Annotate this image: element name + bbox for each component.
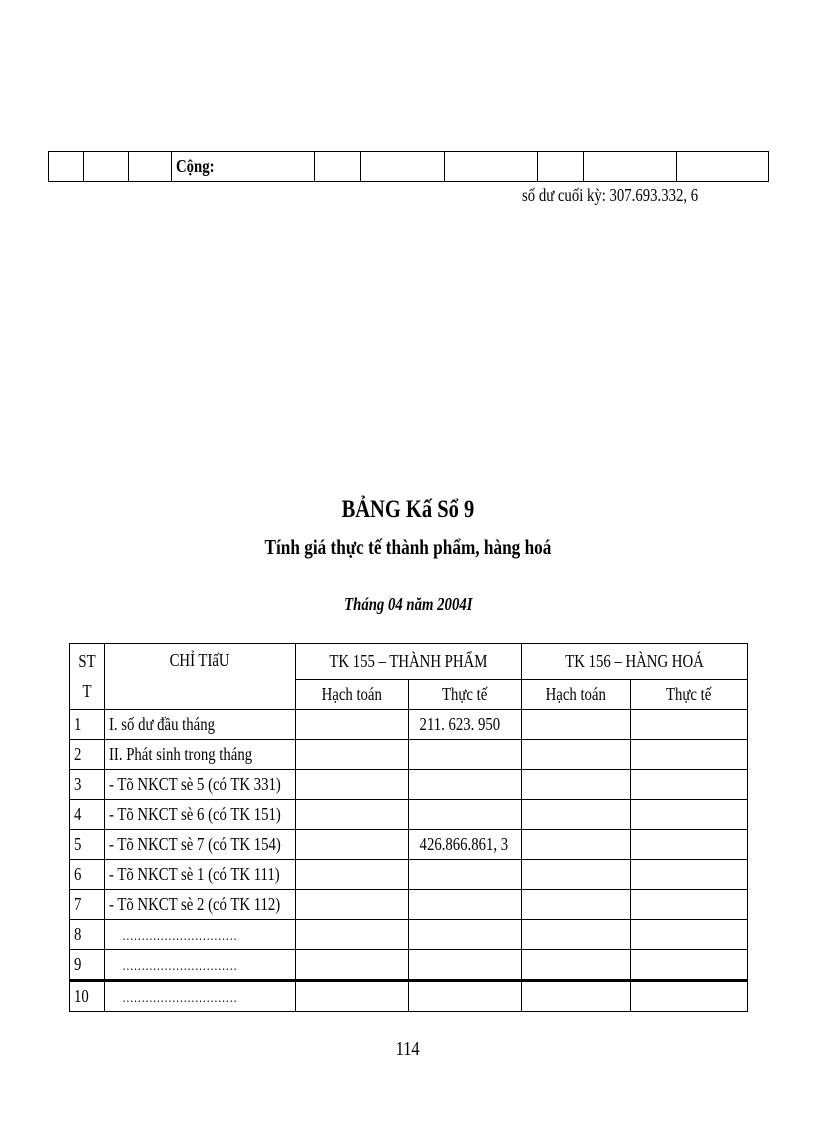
report-subtitle: [0, 535, 816, 560]
row-label: [105, 890, 296, 920]
subheader-tk155-actual: [409, 680, 522, 710]
value-cell-tk155-accounting: [296, 830, 409, 860]
row-label-text: - Tõ NKCT sè 6 (có TK 151): [109, 804, 281, 824]
row-stt: [70, 770, 105, 800]
table-cell: [361, 152, 445, 182]
subheader-text: Thực tế: [666, 684, 712, 704]
table-row: [70, 981, 748, 1012]
row-label-text: …………………………: [122, 929, 237, 944]
value-cell-tk156-accounting: [522, 740, 631, 770]
row-stt: [70, 860, 105, 890]
table-cell: [677, 152, 769, 182]
value-cell-tk155-actual: [409, 800, 522, 830]
total-label: Cộng:: [176, 156, 215, 176]
page-number: [0, 1038, 816, 1061]
row-stt: [70, 950, 105, 981]
row-label: [105, 981, 296, 1012]
table-cell: [84, 152, 129, 182]
row-stt-text: 4: [74, 804, 82, 824]
value-cell-tk155-accounting: [296, 890, 409, 920]
value-cell-tk155-accounting: [296, 860, 409, 890]
row-label: [105, 950, 296, 981]
table-row: [70, 710, 748, 740]
value-cell-tk155-accounting: [296, 981, 409, 1012]
ending-balance-text: số dư cuối kỳ: 307.693.332, 6: [522, 185, 699, 205]
row-label-text: - Tõ NKCT sè 1 (có TK 111): [109, 864, 280, 884]
report-period-text: Tháng 04 năm 2004I: [343, 594, 473, 614]
header-tk156: [522, 644, 748, 680]
subheader-text: Hạch toán: [545, 684, 607, 704]
value-cell-tk156-actual: [631, 890, 748, 920]
page-number-text: 114: [395, 1038, 420, 1060]
row-stt-text: 2: [74, 744, 82, 764]
value-cell-tk155-accounting: [296, 710, 409, 740]
subheader-tk155-accounting: [296, 680, 409, 710]
value-cell-tk155-actual: [409, 920, 522, 950]
table-row: [70, 830, 748, 860]
value-cell-tk156-actual: [631, 740, 748, 770]
value-cell-tk156-actual: [631, 830, 748, 860]
value-cell-tk156-accounting: [522, 981, 631, 1012]
row-label: [105, 800, 296, 830]
row-stt: [70, 710, 105, 740]
row-stt: [70, 890, 105, 920]
row-stt-text: 1: [74, 714, 82, 734]
value-cell-tk156-actual: [631, 920, 748, 950]
row-label-text: I. số dư đầu tháng: [109, 714, 215, 734]
table-row: [70, 770, 748, 800]
row-label-text: - Tõ NKCT sè 7 (có TK 154): [109, 834, 281, 854]
row-stt-text: 5: [74, 834, 82, 854]
row-label-text: - Tõ NKCT sè 2 (có TK 112): [109, 894, 281, 914]
row-stt-text: 8: [74, 924, 82, 944]
row-stt: [70, 830, 105, 860]
row-label: [105, 740, 296, 770]
value-cell-tk156-accounting: [522, 800, 631, 830]
header-indicator-text: CHỈ TIấU: [170, 650, 230, 670]
row-label: [105, 830, 296, 860]
value-cell-tk156-accounting: [522, 830, 631, 860]
value-cell-tk155-accounting: [296, 920, 409, 950]
value-cell-tk156-actual: [631, 950, 748, 981]
value-cell-tk156-actual: [631, 981, 748, 1012]
value-cell-tk155-actual: [409, 860, 522, 890]
header-tk155: [296, 644, 522, 680]
table-cell: [315, 152, 361, 182]
header-indicator: [105, 644, 296, 710]
row-stt: [70, 981, 105, 1012]
table-cell: [584, 152, 677, 182]
value-cell-tk156-accounting: [522, 710, 631, 740]
row-stt-text: 9: [74, 954, 82, 974]
total-row: [49, 152, 769, 182]
header-tk156-text: TK 156 – HÀNG HOÁ: [565, 651, 704, 671]
value-cell-tk156-accounting: [522, 950, 631, 981]
row-stt: [70, 920, 105, 950]
ending-balance: [522, 185, 737, 206]
value-cell-tk156-accounting: [522, 860, 631, 890]
table-cell: [445, 152, 538, 182]
value-cell-tk155-actual: [409, 830, 522, 860]
row-stt-text: 7: [74, 894, 82, 914]
table-row: [70, 890, 748, 920]
row-stt-text: 3: [74, 774, 82, 794]
subheader-text: Thực tế: [442, 684, 488, 704]
row-label-text: - Tõ NKCT sè 5 (có TK 331): [109, 774, 281, 794]
report-period: [0, 594, 816, 615]
table-cell: [129, 152, 172, 182]
value-cell-tk156-accounting: [522, 890, 631, 920]
value-cell-tk155-actual: [409, 740, 522, 770]
value-cell-tk155-accounting: [296, 800, 409, 830]
report-title-text: BẢNG Kấ Sổ 9: [341, 496, 475, 523]
row-label: [105, 710, 296, 740]
row-label: [105, 920, 296, 950]
table-row: [70, 920, 748, 950]
row-label: [105, 860, 296, 890]
cost-table: [69, 643, 748, 1012]
value-cell-tk155-accounting: [296, 950, 409, 981]
value-cell-tk155-actual: [409, 770, 522, 800]
table-row: [70, 740, 748, 770]
value-cell-tk156-actual: [631, 710, 748, 740]
report-subtitle-text: Tính giá thực tế thành phẩm, hàng hoá: [264, 535, 552, 559]
row-stt: [70, 800, 105, 830]
table-row: [70, 950, 748, 981]
row-stt-text: 10: [74, 986, 89, 1006]
value-cell-tk155-accounting: [296, 770, 409, 800]
value-text: 211. 623. 950: [419, 714, 501, 734]
value-cell-tk155-actual: [409, 710, 522, 740]
row-stt: [70, 740, 105, 770]
row-stt-text: 6: [74, 864, 82, 884]
continuation-table: [48, 151, 769, 182]
row-label-text: II. Phát sinh trong tháng: [109, 744, 253, 764]
table-cell: [538, 152, 584, 182]
row-label-text: …………………………: [122, 991, 237, 1006]
value-cell-tk155-actual: [409, 890, 522, 920]
report-title: [0, 496, 816, 524]
table-cell: [49, 152, 84, 182]
value-text: 426.866.861, 3: [419, 834, 509, 854]
value-cell-tk156-accounting: [522, 770, 631, 800]
value-cell-tk156-accounting: [522, 920, 631, 950]
value-cell-tk155-actual: [409, 981, 522, 1012]
total-label-cell: [172, 152, 315, 182]
header-stt: [70, 644, 105, 710]
value-cell-tk156-actual: [631, 860, 748, 890]
table-row: [70, 800, 748, 830]
header-stt-text: ST T: [78, 651, 96, 701]
value-cell-tk155-accounting: [296, 740, 409, 770]
value-cell-tk155-actual: [409, 950, 522, 981]
subheader-text: Hạch toán: [321, 684, 383, 704]
subheader-tk156-actual: [631, 680, 748, 710]
row-label-text: …………………………: [122, 959, 237, 974]
value-cell-tk156-actual: [631, 770, 748, 800]
value-cell-tk156-actual: [631, 800, 748, 830]
table-row: [70, 860, 748, 890]
row-label: [105, 770, 296, 800]
header-tk155-text: TK 155 – THÀNH PHẨM: [329, 651, 488, 671]
header-row: [70, 644, 748, 680]
subheader-tk156-accounting: [522, 680, 631, 710]
